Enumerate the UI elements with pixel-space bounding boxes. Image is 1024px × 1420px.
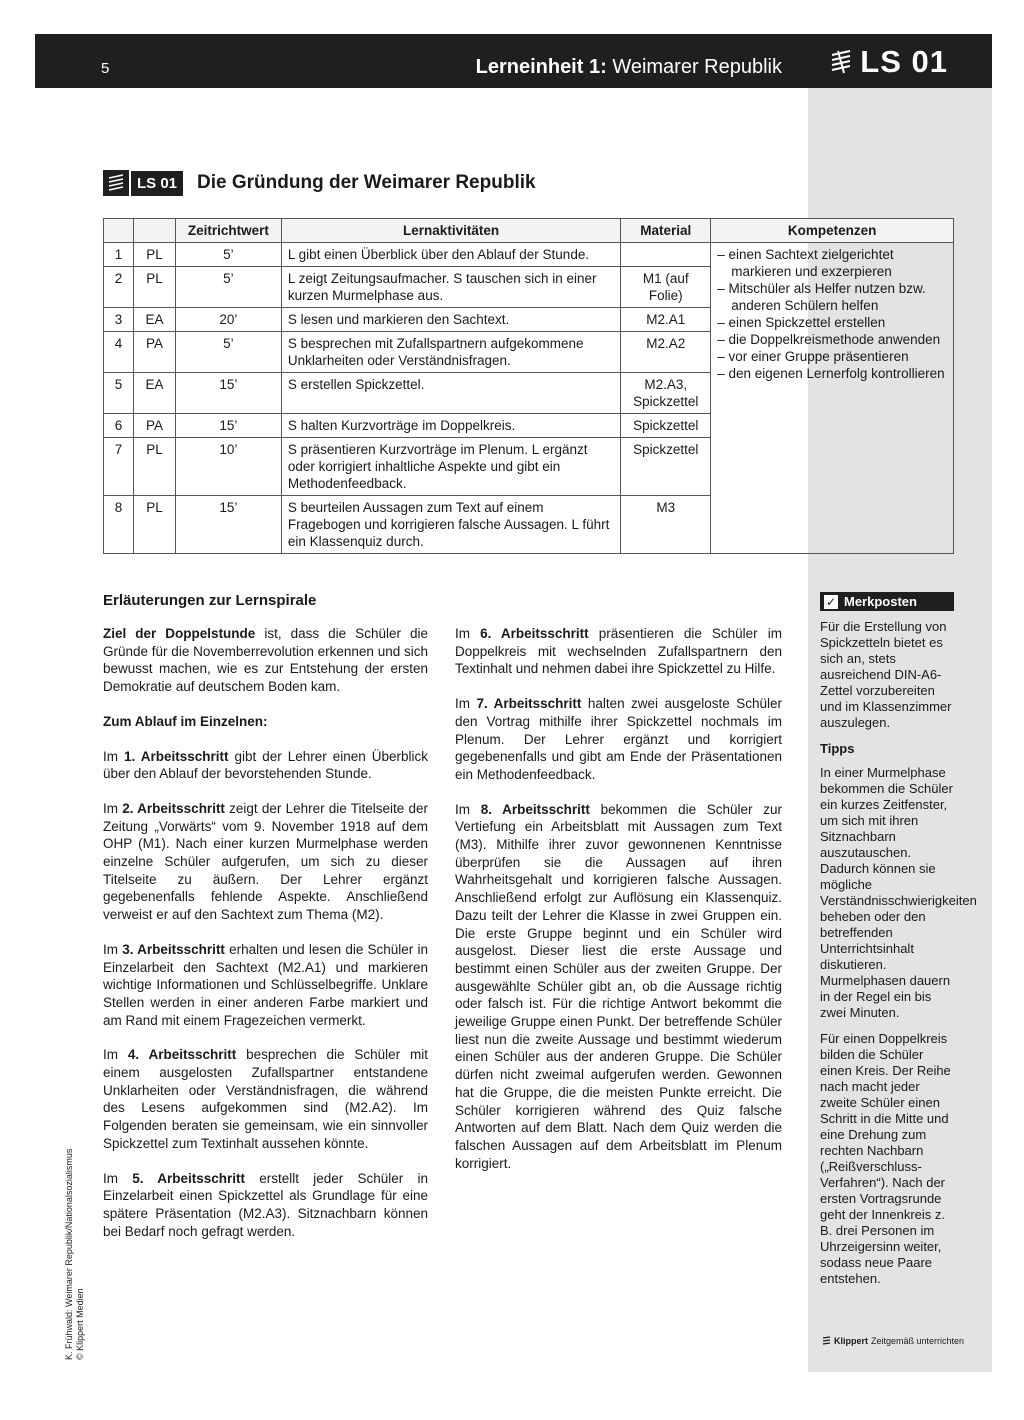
text-column-right — [455, 625, 782, 1189]
lesson-code: LS 01 — [131, 171, 183, 196]
checkmark-icon: ✓ — [825, 594, 837, 609]
row-form: PL — [133, 243, 175, 267]
row-material: Spickzettel — [621, 414, 711, 438]
row-zeit: 15’ — [175, 373, 281, 414]
merkposten-text-block — [820, 619, 977, 1287]
row-form: PA — [133, 332, 175, 373]
header-title — [476, 56, 782, 79]
kompetenz-item: – einen Spickzettel erstellen — [717, 315, 886, 330]
row-material: M2.A3, Spickzettel — [621, 373, 711, 414]
row-aktivitaet: S erstellen Spickzettel. — [281, 373, 620, 414]
col-header-nr — [104, 219, 134, 243]
row-aktivitaet: S besprechen mit Zufallspartnern aufgekommene Unklarheiten oder Verständnisfragen. — [281, 332, 620, 373]
col-header-material: Material — [621, 219, 711, 243]
step-paragraph: Im 2. Arbeitsschritt zeigt der Lehrer die Titelseite der Zeitung „Vorwärts“ vom 9. November 1918 auf dem OHP (M1). Nach einer kurzen Murmelphase werden einzelne Schüler aufgerufen, um sich zu dieser Titelseite zu äußern. Der Lehrer ergänzt gegebenenfalls fehlende Aspekte. Anschließend verweist er auf den Sachtext zum Thema (M2). — [103, 800, 429, 923]
row-zeit: 5’ — [175, 267, 281, 308]
kompetenz-item: – einen Sachtext zielgerichtet markieren und exzerpieren — [717, 247, 894, 279]
col-header-zeit: Zeitrichtwert — [175, 219, 281, 243]
tipp-text: Für einen Doppelkreis bilden die Schüler einen Kreis. Der Reihe nach macht jeder zweite Schüler einen Schritt in die Mitte und eine Drehung zum rechten Nachbarn („Reißverschluss-Verfahren“). Nach der ersten Vortragsrunde geht der Innenkreis z. B. drei Personen im Uhrzeigersinn weiter, sodass neue Paare entstehen. — [820, 1031, 951, 1286]
kompetenzen-list — [717, 246, 947, 382]
row-nr: 2 — [104, 267, 134, 308]
header-logo — [830, 44, 948, 80]
spiral-icon — [103, 170, 129, 196]
row-material: M2.A1 — [621, 308, 711, 332]
text-column-left — [103, 625, 428, 1257]
row-zeit: 10’ — [175, 438, 281, 496]
spiral-icon — [830, 49, 852, 75]
row-form: PL — [133, 438, 175, 496]
row-zeit: 15’ — [175, 414, 281, 438]
row-form: PL — [133, 267, 175, 308]
table-header-row — [104, 219, 954, 243]
col-header-kompetenzen: Kompetenzen — [711, 219, 954, 243]
footer-brand — [822, 1336, 964, 1346]
merkposten-label: Merkposten — [844, 594, 917, 609]
row-nr: 7 — [104, 438, 134, 496]
ablauf-heading: Zum Ablauf im Einzelnen: — [103, 713, 268, 729]
row-aktivitaet: S halten Kurzvorträge im Doppelkreis. — [281, 414, 620, 438]
row-form: PA — [133, 414, 175, 438]
step-paragraph: Im 8. Arbeitsschritt bekommen die Schüler zur Vertiefung ein Arbeitsblatt mit Aussagen zum Text (M3). Mithilfe ihrer zuvor gewonnenen Kenntnisse überprüfen sie die Aussagen auf ihren Wahrheitsgehalt und korrigieren falsche Aussagen. Anschließend erfolgt zur Auflösung ein Klassenquiz. Dazu teilt der Lehrer die Klasse in zwei Gruppen ein. Die erste Gruppe beginnt und ein Schüler wird ausgelost. Dieser liest die erste Aussage und bestimmt einen Schüler aus der zweiten Gruppe. Der ausgewählte Schüler gibt an, ob die Aussage richtig oder falsch ist. Für die richtige Antwort bekommt die jeweilige Gruppe einen Punkt. Der betreffende Schüler liest nun die zweite Aussage und bestimmt wiederum einen Schüler aus der anderen Gruppe. Die Schüler dürfen nicht zweimal aufgerufen werden. Gewonnen hat die Gruppe, die die meisten Punkte erreicht. Die Schüler korrigieren während des Quiz falsche Antworten auf dem Blatt. Nach dem Quiz werden die falschen Aussagen auf dem Arbeitsblatt im Plenum korrigiert. — [455, 801, 782, 1171]
section-heading: Erläuterungen zur Lernspirale — [103, 592, 317, 609]
page-header — [35, 34, 992, 88]
row-material: M3 — [621, 496, 711, 554]
merkposten-box — [820, 592, 977, 1297]
row-aktivitaet: L gibt einen Überblick über den Ablauf der Stunde. — [281, 243, 620, 267]
lesson-title-row — [103, 170, 536, 196]
brand-name: Klippert — [834, 1336, 869, 1346]
intro-bold: Ziel der Doppelstunde — [103, 626, 256, 641]
row-form: PL — [133, 496, 175, 554]
kompetenz-item: – den eigenen Lernerfolg kontrollieren — [717, 366, 945, 381]
row-zeit: 20’ — [175, 308, 281, 332]
unit-title: Weimarer Republik — [612, 56, 782, 78]
step-paragraph: Im 7. Arbeitsschritt halten zwei ausgeloste Schüler den Vortrag mithilfe ihrer Spickzettel nochmals im Plenum. Der Lehrer ergänzt und korrigiert gegebenenfalls und gibt am Ende der Präsentationen ein Methodenfeedback. — [455, 696, 782, 782]
row-nr: 6 — [104, 414, 134, 438]
table-row — [104, 243, 954, 267]
step-paragraph: Im 1. Arbeitsschritt gibt der Lehrer einen Überblick über den Ablauf der bevorstehenden Stunde. — [103, 748, 429, 782]
row-zeit: 5’ — [175, 243, 281, 267]
row-nr: 8 — [104, 496, 134, 554]
tipp-text: In einer Murmelphase bekommen die Schüler ein kurzes Zeitfenster, um sich mit ihren Sitznachbarn auszutauschen. Dadurch können sie mögliche Verständnisschwierigkeiten beheben oder den betreffenden Unterrichtsinhalt diskutieren. Murmelphasen dauern in der Regel ein bis zwei Minuten. — [820, 765, 977, 1020]
spiral-icon — [822, 1336, 831, 1346]
row-material: M1 (auf Folie) — [621, 267, 711, 308]
header-code: LS 01 — [860, 44, 948, 79]
col-header-aktivitaet: Lernaktivitäten — [281, 219, 620, 243]
intro-text: ist, dass die Schüler die Gründe für die Novemberrevolution erkennen und sich bewusst machen, wie es zur Entstehung der ersten Demokratie auf deutschem Boden kam. — [103, 626, 428, 695]
unit-label: Lerneinheit 1: — [475, 56, 607, 78]
row-aktivitaet: S lesen und markieren den Sachtext. — [281, 308, 620, 332]
step-paragraph: Im 3. Arbeitsschritt erhalten und lesen die Schüler in Einzelarbeit den Sachtext (M2.A1) und markieren wichtige Informationen und Schlüsselbegriffe. Unklare Stellen werden in einer anderen Farbe markiert und am Rand mit einem Fragezeichen vermerkt. — [103, 941, 429, 1028]
row-aktivitaet: S beurteilen Aussagen zum Text auf einem Fragebogen und korrigieren falsche Aussagen. L führt ein Klassenquiz durch. — [281, 496, 620, 554]
vertical-credit — [64, 1149, 86, 1360]
brand-tagline: Zeitgemäß unterrichten — [871, 1336, 965, 1346]
row-aktivitaet: L zeigt Zeitungsaufmacher. S tauschen sich in einer kurzen Murmelphase aus. — [281, 267, 620, 308]
credit-line: K. Frühwald: Weimarer Republik/Nationalsozialismus — [64, 1148, 74, 1360]
merkposten-text: Für die Erstellung von Spickzetteln bietet es sich an, stets ausreichend DIN-A6-Zettel vorzubereiten und im Klassenzimmer auszulegen. — [820, 619, 952, 730]
merkposten-header — [820, 592, 954, 611]
row-material — [621, 243, 711, 267]
row-material: Spickzettel — [621, 438, 711, 496]
row-material: M2.A2 — [621, 332, 711, 373]
step-paragraph: Im 4. Arbeitsschritt besprechen die Schüler mit einem ausgelosten Zufallspartner entstandene Unklarheiten oder Verständnisfragen, die während des Lesens aufgekommen sind (M2.A2). Im Folgenden beraten sie gemeinsam, wie ein sinnvoller Spickzettel zum Textinhalt aussehen könnte. — [103, 1047, 429, 1151]
row-nr: 5 — [104, 373, 134, 414]
row-nr: 1 — [104, 243, 134, 267]
row-nr: 3 — [104, 308, 134, 332]
intro-paragraph — [103, 625, 428, 696]
col-header-form — [133, 219, 175, 243]
row-nr: 4 — [104, 332, 134, 373]
lesson-title: Die Gründung der Weimarer Republik — [197, 172, 536, 193]
row-zeit: 5’ — [175, 332, 281, 373]
kompetenz-item: – die Doppelkreismethode anwenden — [717, 332, 941, 347]
step-paragraph: Im 6. Arbeitsschritt präsentieren die Schüler im Doppelkreis mit wechselnden Zufallspartnern den Textinhalt und nehmen dabei ihre Spickzettel zu Hilfe. — [455, 626, 782, 677]
kompetenz-item: – Mitschüler als Helfer nutzen bzw. anderen Schülern helfen — [717, 281, 926, 313]
kompetenzen-cell — [711, 243, 954, 554]
kompetenz-item: – vor einer Gruppe präsentieren — [717, 349, 909, 364]
lesson-plan-table — [103, 218, 954, 554]
step-paragraph: Im 5. Arbeitsschritt erstellt jeder Schüler in Einzelarbeit einen Spickzettel als Grundlage für eine spätere Präsentation (M2.A3). Sitznachbarn können bei Bedarf noch gefragt werden. — [103, 1170, 428, 1239]
credit-line: © Klippert Medien — [75, 1288, 85, 1360]
row-zeit: 15’ — [175, 496, 281, 554]
row-form: EA — [133, 308, 175, 332]
page-number: 5 — [101, 60, 110, 77]
tipps-heading: Tipps — [820, 741, 855, 756]
row-aktivitaet: S präsentieren Kurzvorträge im Plenum. L ergänzt oder korrigiert inhaltliche Aspekte und gibt ein Methodenfeedback. — [281, 438, 620, 496]
row-form: EA — [133, 373, 175, 414]
